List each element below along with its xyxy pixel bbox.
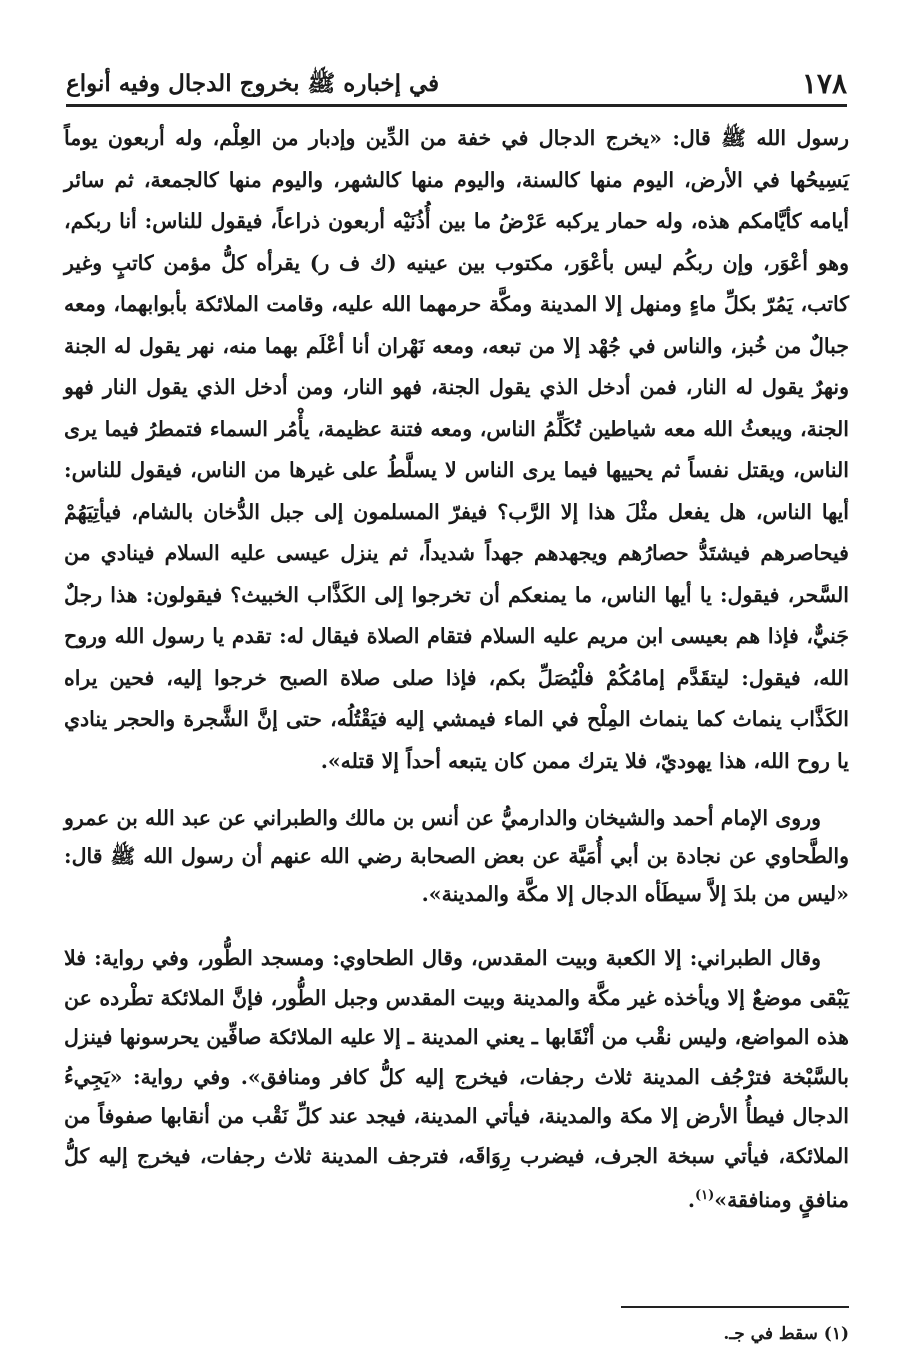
page-header: [66, 64, 847, 104]
header-rule: [66, 104, 847, 107]
paragraph-3: [64, 939, 849, 1220]
page-number: ١٧٨: [801, 67, 847, 100]
running-title: في إخباره ﷺ بخروج الدجال وفيه أنواع: [66, 70, 440, 97]
page-body: [64, 118, 849, 1220]
footnote-marker: (١): [694, 1188, 715, 1203]
closing-period: .: [687, 1187, 695, 1212]
footnote: (١) سقط في جـ.: [723, 1324, 849, 1344]
footnote-rule: [621, 1306, 849, 1308]
paragraph-2: وروى الإمام أحمد والشيخان والدارميُّ عن أنس بن مالك والطبراني عن عبد الله بن عمرو والطَّحاوي عن نجادة بن أبي أُمَيَّة عن بعض الصحابة رضي الله عنهم أن رسول الله ﷺ قال: «ليس من بلدَ إلاَّ سيطَأه الدجال إلا مكَّة والمدينة».: [64, 806, 849, 906]
paragraph-1: رسول الله ﷺ قال: «يخرج الدجال في خفة من الدِّين وإدبار من العِلْم، وله أربعون يوماً يَسِيحُها في الأرض، اليوم منها كالسنة، واليوم منها كالشهر، واليوم منها كالجمعة، ثم سائر أيامه كأيَّامكم هذه، وله حمار يركبه عَرْضُ ما بين أُذُنَيْه أربعون ذراعاً، فيقول للناس: أنا ربكم، وهو أعْوَر، وإن ربكُم ليس بأعْوَر، مكتوب بين عينيه (ك ف ر) يقرأه كلُّ مؤمن كاتبٍ وغير كاتب، يَمُرّ بكلِّ ماءٍ ومنهل إلا المدينة ومكَّة حرمهما الله عليه، وقامت الملائكة بأبوابهما، ومعه جبالٌ من خُبز، والناس في جُهْد إلا من تبعه، ومعه نَهْران أنا أعْلَم بهما منه، نهر يقول له الجنة ونهرٌ يقول له النار، فمن أدخل الذي يقول الجنة، فهو النار، ومن أدخل الذي يقول النار فهو الجنة، ويبعثُ الله معه شياطين تُكَلِّمُ الناس، ومعه فتنة عظيمة، يأْمُر السماء فتمطرُ فيما يرى الناس، ويقتل نفساً ثم يحييها فيما يرى الناس لا يسلَّطُ على غيرها من الناس، فيقول للناس: أيها الناس، هل يفعل مثْلَ هذا إلا الرَّب؟ فيفرّ المسلمون إلى جبل الدُّخان بالشام، فيأتِيَهُمْ فيحاصرهم فيشتَدُّ حصارُهم ويجهدهم جهداً شديداً، ثم ينزل عيسى عليه السلام فينادي من السَّحر، فيقول: يا أيها الناس، ما يمنعكم أن تخرجوا إلى الكَذَّاب الخبيث؟ فيقولون: هذا رجلٌ جَنيٌّ، فإذا هم بعيسى ابن مريم عليه السلام فتقام الصلاة فيقال له: تقدم يا رسول الله وروح الله، فيقول: ليتقَدَّم إمامُكُمْ فلْيُصَلِّ بكم، فإذا صلى صلاة الصبح خرجوا إليه، فحين يراه الكَذَّاب ينماث كما ينماث المِلْح في الماء فيمشي إليه فيَقْتُلُه، حتى إنَّ الشَّجرة والحجر ينادي يا روح الله، هذا يهوديّ، فلا يترك ممن كان يتبعه أحداً إلا قتله».: [64, 126, 849, 773]
paragraph-3-text: وقال الطبراني: إلا الكعبة وبيت المقدس، وقال الطحاوي: ومسجد الطُّور، وفي رواية: فلا يَبْقى موضعٌ إلا ويأخذه غير مكَّة والمدينة وبيت المقدس وجبل الطُّور، فإنَّ الملائكة تطْرده عن هذه المواضع، وليس نقْب من أنْقَابها ـ يعني المدينة ـ إلا عليه الملائكة صافِّين يحرسونها فينزل بالسَّبْخة فترْجُف المدينة ثلاث رجفات، فيخرج إليه كلُّ كافر ومنافق». وفي رواية: «يَجِيءُ الدجال فيطأُ الأرض إلا مكة والمدينة، فيأتي المدينة، فيجد عند كلِّ نَقْب من أنقابها صفوفاً من الملائكة، فيأتي سبخة الجرف، فيضرب رِوَاقَه، فترجف المدينة ثلاث رجفات، فيخرج إليه كلُّ منافقٍ ومنافقة»: [64, 946, 849, 1212]
